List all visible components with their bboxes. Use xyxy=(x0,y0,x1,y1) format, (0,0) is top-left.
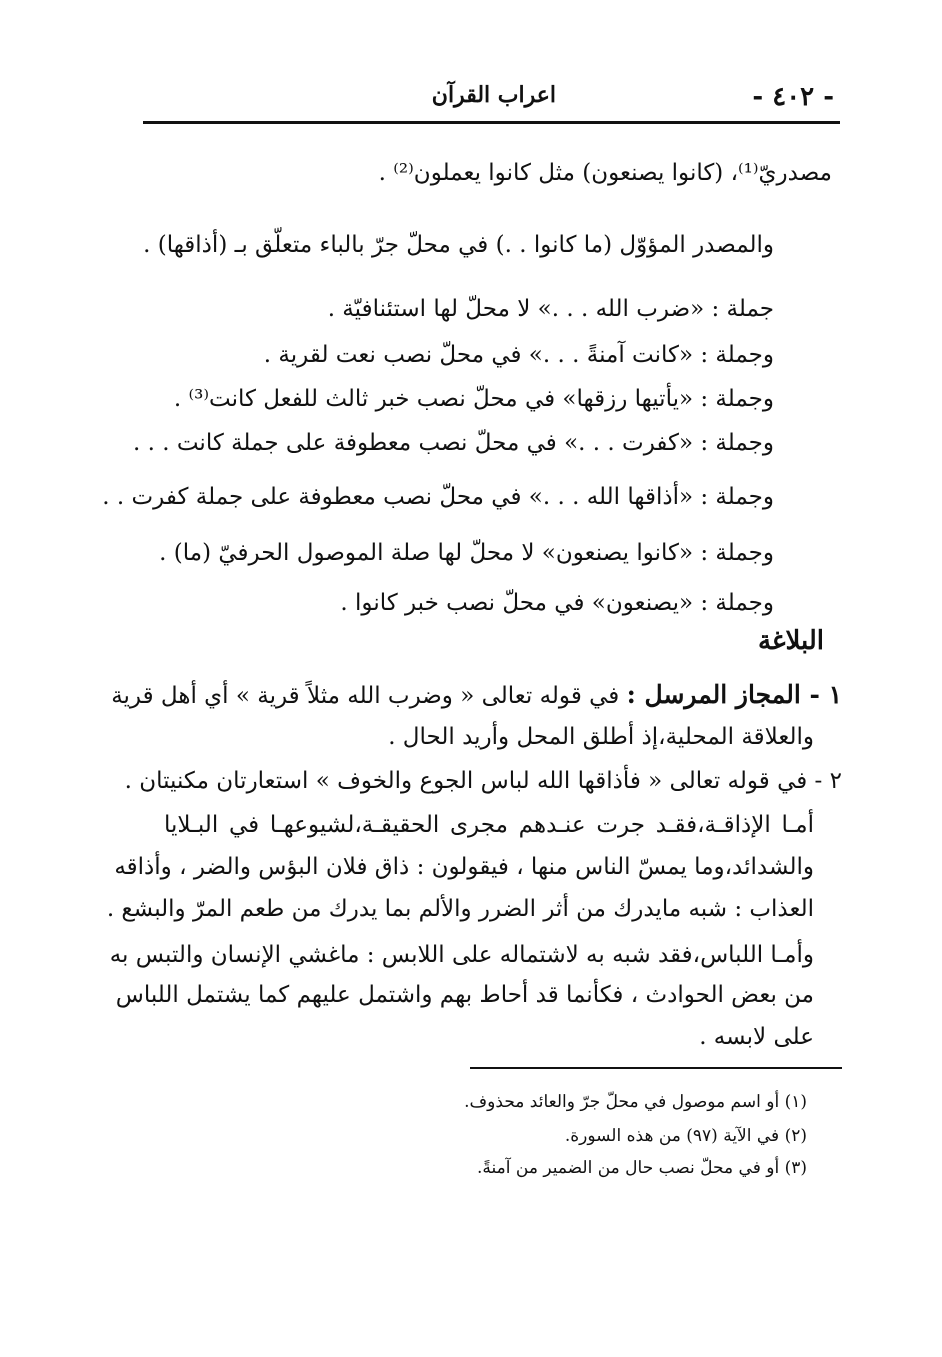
paragraph-line: من بعض الحوادث ، فكأنما قد أحاط بهم واشتمل عليهم كما يشتمل اللباس xyxy=(115,982,814,1008)
paragraph-line: وأمـا اللباس،فقد شبه به لاشتماله على اللابس : ماغشي الإنسان والتبس به xyxy=(109,942,814,968)
paragraph-line: على لابسه . xyxy=(699,1024,814,1050)
sentence-analysis-line: وجملة : «كانوا يصنعون» لا محلّ لها صلة الموصول الحرفيّ (ما) . xyxy=(159,540,774,566)
body-line: مصدريّ⁽¹⁾، (كانوا يصنعون) مثل كانوا يعملون⁽²⁾ . xyxy=(378,160,832,186)
footnote: (٢) في الآية (٩٧) من هذه السورة. xyxy=(564,1126,807,1146)
balagha-item-1-cont: والعلاقة المحلية،إذ أطلق المحل وأريد الحال . xyxy=(388,724,814,750)
balagha-item-1-text: في قوله تعالى « وضرب الله مثلاً قرية » أي أهل قرية xyxy=(111,683,620,709)
section-heading: البلاغة xyxy=(757,626,824,656)
sentence-analysis-line: وجملة : «يأتيها رزقها» في محلّ نصب خبر ثالث للفعل كانت⁽³⁾ . xyxy=(173,386,774,412)
sentence-analysis-line: وجملة : «أذاقها الله . . .» في محلّ نصب معطوفة على جملة كفرت . . xyxy=(102,484,774,510)
balagha-item-1 xyxy=(111,680,842,711)
balagha-item-2: ٢ - في قوله تعالى « فأذاقها الله لباس الجوع والخوف » استعارتان مكنيتان . xyxy=(124,768,842,794)
body-line: والمصدر المؤوّل (ما كانوا . .) في محلّ جرّ بالباء متعلّق بـ (أذاقها) . xyxy=(143,232,774,258)
footnote: (٣) أو في محلّ نصب حال من الضمير من آمنةً. xyxy=(477,1158,807,1178)
balagha-item-1-label: ١ - المجاز المرسل : xyxy=(626,680,842,709)
sentence-analysis-line: وجملة : «يصنعون» في محلّ نصب خبر كانوا . xyxy=(340,590,774,616)
header-rule xyxy=(143,121,840,124)
paragraph-line: والشدائد،وما يمسّ الناس منها ، فيقولون : ذاق فلان البؤس والضر ، وأذاقه xyxy=(114,854,814,880)
page-number: - ٤٠٢ - xyxy=(752,82,834,112)
sentence-analysis-line: وجملة : «كفرت . . .» في محلّ نصب معطوفة على جملة كانت . . . xyxy=(132,430,774,456)
running-title: اعراب القرآن xyxy=(431,82,556,108)
footnote: (١) أو اسم موصول في محلّ جرّ والعائد محذوف. xyxy=(464,1092,807,1112)
paragraph-line: أمـا الإذاقـة،فقـد جرت عنـدهم مجرى الحقيقـة،لشيوعهـا في البـلايا xyxy=(164,812,814,838)
paragraph-line: العذاب : شبه مايدرك من أثر الضرر والألم بما يدرك من طعم المرّ والبشع . xyxy=(106,896,814,922)
sentence-analysis-line: وجملة : «كانت آمنةً . . .» في محلّ نصب نعت لقرية . xyxy=(263,342,774,368)
sentence-analysis-line: جملة : «ضرب الله . . .» لا محلّ لها استئنافيّة . xyxy=(327,296,774,322)
footnote-rule xyxy=(470,1067,842,1069)
